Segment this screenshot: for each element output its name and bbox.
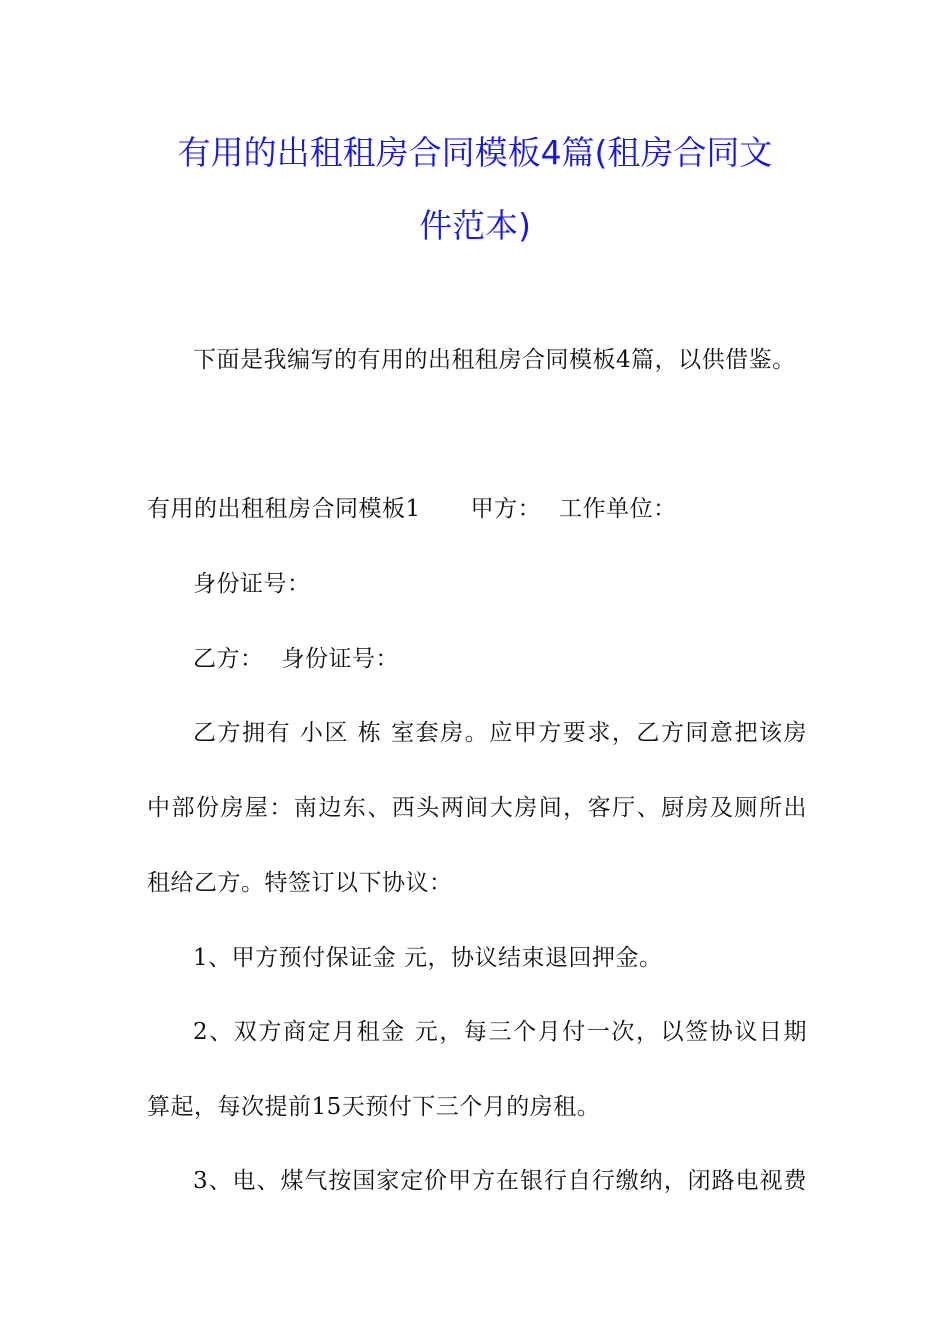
paragraph-1-line-2: 中部份房屋：南边东、西头两间大房间，客厅、厨房及厕所出 xyxy=(147,795,807,821)
section-1-heading: 有用的出租租房合同模板1 xyxy=(147,496,421,522)
item-2-line-1: 2、双方商定月租金 元，每三个月付一次，以签协议日期 xyxy=(193,1019,807,1045)
item-2-line-2: 算起，每次提前15天预付下三个月的房租。 xyxy=(147,1094,601,1120)
work-unit-label: 工作单位： xyxy=(559,496,677,522)
document-title-line-1: 有用的出租租房合同模板4篇(租房合同文 xyxy=(177,133,773,172)
id-number-label: 身份证号： xyxy=(193,571,311,597)
document-title-line-2: 件范本) xyxy=(419,206,531,245)
item-3-line-1: 3、电、煤气按国家定价甲方在银行自行缴纳，闭路电视费 xyxy=(193,1168,807,1194)
party-a-label: 甲方： xyxy=(470,496,542,522)
paragraph-1-line-1: 乙方拥有 小区 栋 室套房。应甲方要求，乙方同意把该房 xyxy=(193,720,807,746)
party-b-id-label: 身份证号： xyxy=(281,646,399,672)
section-1-heading-line xyxy=(147,494,807,524)
intro-paragraph: 下面是我编写的有用的出租租房合同模板4篇，以供借鉴。 xyxy=(193,347,796,373)
party-b-line xyxy=(193,644,807,674)
party-b-label: 乙方： xyxy=(193,646,264,672)
item-1: 1、甲方预付保证金 元，协议结束退回押金。 xyxy=(193,945,663,971)
paragraph-1-line-3: 租给乙方。特签订以下协议： xyxy=(147,870,453,896)
